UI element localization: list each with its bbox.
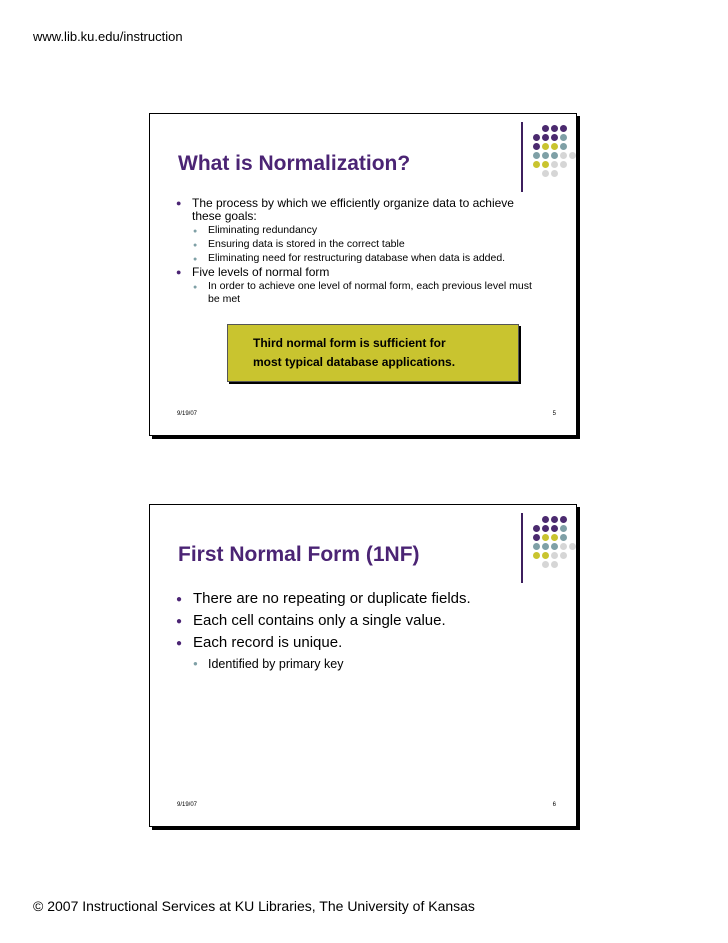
slide-what-is-normalization <box>149 113 577 436</box>
callout-line: most typical database applications. <box>253 355 456 369</box>
slide-first-normal-form <box>149 504 577 827</box>
bullet-item: ● Five levels of normal form <box>176 266 546 279</box>
divider-line <box>521 513 523 583</box>
bullet-item: ● The process by which we efficiently organize data to achieve these goals: <box>176 197 546 223</box>
slide-title: First Normal Form (1NF) <box>178 543 420 566</box>
decorative-dot-grid <box>531 516 579 576</box>
slide-title: What is Normalization? <box>178 152 411 175</box>
bullet-list <box>176 588 546 674</box>
callout-box <box>227 324 519 382</box>
footer-copyright: © 2007 Instructional Services at KU Libraries, The University of Kansas <box>33 898 475 914</box>
slide-number: 5 <box>552 411 556 417</box>
sub-bullet-item: ● In order to achieve one level of normal form, each previous level must be met <box>176 280 546 306</box>
bullet-item: ● Each cell contains only a single value. <box>176 610 546 632</box>
bullet-list <box>176 197 546 307</box>
callout-line: Third normal form is sufficient for <box>253 336 446 350</box>
slide-date: 9/19/07 <box>177 411 198 417</box>
slide-date: 9/19/07 <box>177 802 198 808</box>
header-url: www.lib.ku.edu/instruction <box>33 29 183 44</box>
sub-bullet-item: ● Identified by primary key <box>176 654 546 674</box>
sub-bullet-item: ● Eliminating need for restructuring database when data is added. <box>176 252 546 265</box>
divider-line <box>521 122 523 192</box>
bullet-item: ● Each record is unique. <box>176 632 546 654</box>
slide-number: 6 <box>552 802 556 808</box>
sub-bullet-item: ● Ensuring data is stored in the correct table <box>176 238 546 251</box>
bullet-item: ● There are no repeating or duplicate fields. <box>176 588 546 610</box>
decorative-dot-grid <box>531 125 579 185</box>
sub-bullet-item: ● Eliminating redundancy <box>176 224 546 237</box>
